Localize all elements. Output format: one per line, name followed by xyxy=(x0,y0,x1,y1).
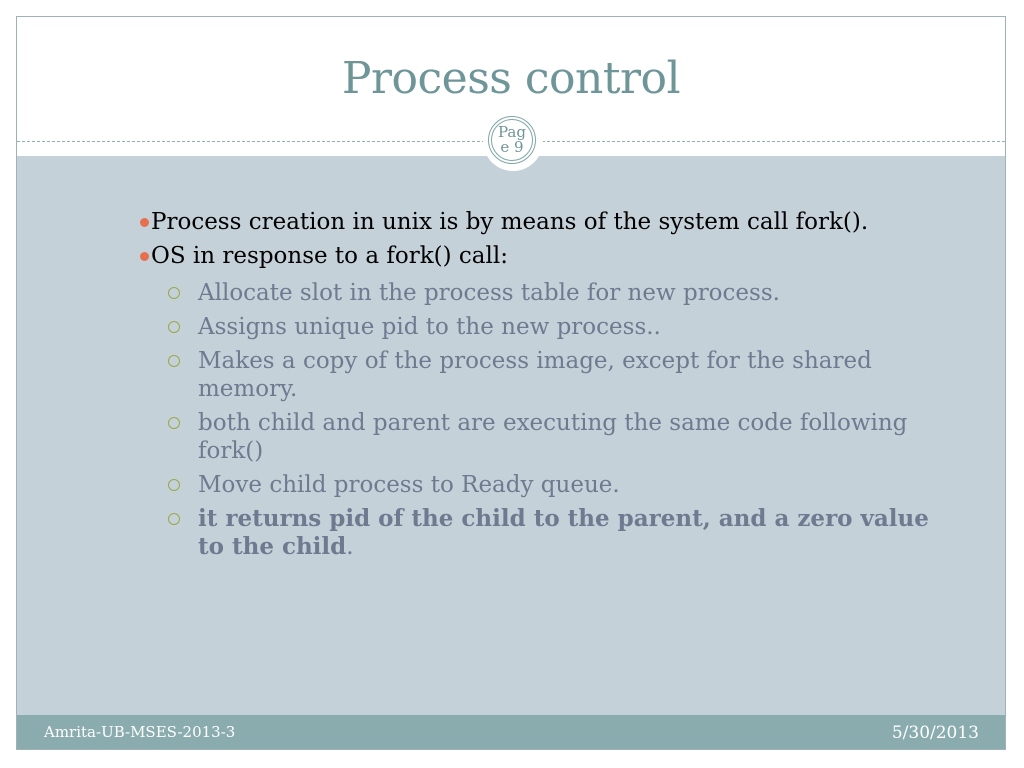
slide-title: Process control xyxy=(341,53,681,104)
sub-bullet-text: both child and parent are executing the same code following fork() xyxy=(198,410,908,464)
sub-bullet-text-bold: it returns pid of the child to the parent, and a zero value to the child xyxy=(198,505,929,560)
sub-bullet-item xyxy=(118,409,948,465)
hollow-circle-icon xyxy=(168,355,180,367)
hollow-circle-icon xyxy=(168,417,180,429)
footer-date: 5/30/2013 xyxy=(891,723,979,743)
sub-bullet-text: Allocate slot in the process table for new process. xyxy=(198,280,780,306)
sub-bullet-item xyxy=(118,313,948,341)
badge-ring-inner xyxy=(491,119,533,161)
bullet-item xyxy=(118,239,948,273)
slide-footer xyxy=(17,715,1005,750)
hollow-circle-icon xyxy=(168,479,180,491)
sub-bullet-text: Assigns unique pid to the new process.. xyxy=(198,314,661,340)
page-number-badge xyxy=(483,111,543,171)
sub-bullet-item xyxy=(118,505,948,561)
sub-bullet-text: Move child process to Ready queue. xyxy=(198,472,620,498)
bullet-text: Process creation in unix is by means of the system call fork(). xyxy=(151,209,869,235)
sub-bullet-suffix: . xyxy=(346,534,354,560)
hollow-circle-icon xyxy=(168,287,180,299)
badge-ring xyxy=(488,116,536,164)
footer-course-code: Amrita-UB-MSES-2013-3 xyxy=(44,723,236,741)
sub-bullet-item xyxy=(118,347,948,403)
page-number: Page 9 xyxy=(498,123,526,156)
sub-bullet-item xyxy=(118,471,948,499)
hollow-circle-icon xyxy=(168,321,180,333)
bullet-item xyxy=(118,205,948,239)
sub-bullet-text: Makes a copy of the process image, except for the shared memory. xyxy=(198,348,872,402)
hollow-circle-icon xyxy=(168,513,180,525)
bullet-dot-icon xyxy=(140,218,149,227)
sub-bullet-item xyxy=(118,279,948,307)
bullet-text: OS in response to a fork() call: xyxy=(151,243,508,269)
bullet-list xyxy=(118,205,948,567)
bullet-dot-icon xyxy=(140,252,149,261)
